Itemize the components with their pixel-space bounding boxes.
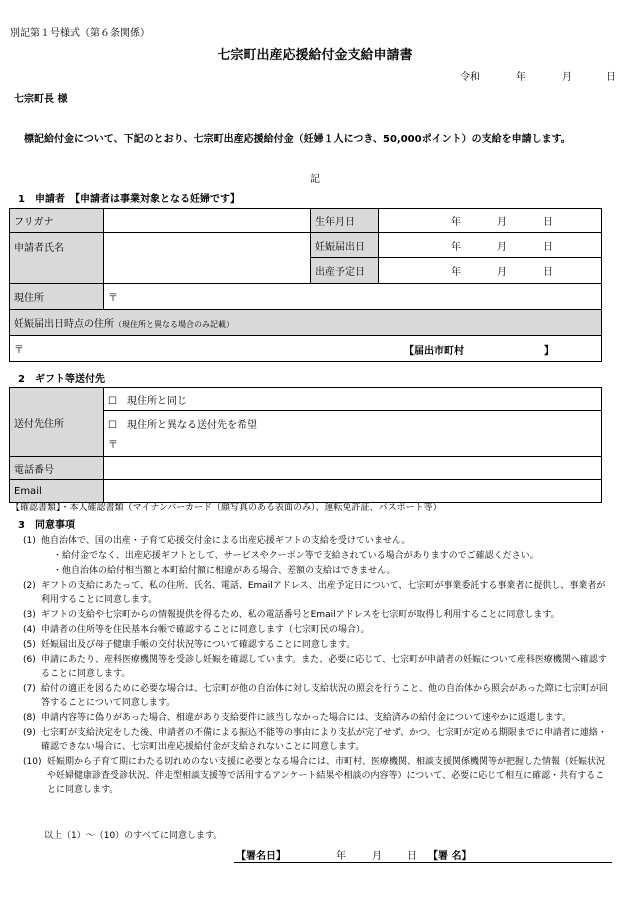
birth-date-label: 生年月日 — [311, 209, 379, 233]
sign-year-label: 年 — [336, 851, 346, 862]
signature-label: 【署 名】 — [428, 851, 472, 862]
consent-number: (7) — [23, 684, 36, 694]
consent-number: (6) — [23, 655, 36, 665]
email-label: Email — [10, 480, 104, 503]
consent-item — [23, 711, 613, 725]
day-label: 日 — [543, 217, 553, 228]
section2-heading: 2 ギフト等送付先 — [18, 374, 105, 385]
consent-number: (2) — [23, 581, 36, 591]
due-date-field[interactable] — [379, 258, 602, 284]
year-label: 年 — [451, 241, 461, 253]
month-label: 月 — [497, 241, 507, 253]
consent-item — [23, 608, 613, 622]
applicant-name-field[interactable] — [104, 233, 311, 284]
day-label: 日 — [543, 241, 553, 253]
consent-item — [23, 623, 613, 637]
consent-text: 給付の適正を図るために必要な場合は、七宗町が他の自治体に対し支給状況の照会を行うこと、他の自治体から照会があった際に七宗町が回答することについて同意します。 — [41, 684, 608, 708]
consent-text: 申請者の住所等を住民基本台帳で確認することに同意します（七宗町民の場合）。 — [41, 625, 370, 635]
addressee: 七宗町長 様 — [14, 94, 68, 105]
postal-mark: 〒 — [14, 345, 24, 356]
furigana-label: フリガナ — [10, 209, 104, 233]
date-month-label: 月 — [562, 72, 572, 83]
consent-subitem — [23, 549, 613, 563]
month-label: 月 — [497, 267, 507, 278]
consent-text: 申請内容等に偽りがあった場合、相違があり支給要件に該当しなかった場合には、支給済みの給付金について速やかに返還します。 — [41, 713, 572, 723]
agree-all-text: 以上（1）～（10）のすべてに同意します。 — [44, 831, 223, 841]
destination-label: 送付先住所 — [10, 388, 104, 457]
consent-item — [23, 534, 613, 548]
consent-number: (9) — [23, 728, 36, 738]
birth-date-field[interactable] — [379, 209, 602, 233]
consent-subitem — [23, 564, 613, 578]
postal-mark: 〒 — [108, 440, 118, 451]
section1-heading: 1 申請者 【申請者は事業対象となる妊婦です】 — [18, 194, 240, 205]
option-different-address[interactable] — [104, 411, 602, 457]
month-label: 月 — [497, 217, 507, 228]
sign-date-label: 【署名日】 — [236, 851, 286, 862]
sign-month-label: 月 — [372, 851, 382, 862]
intro-text: 標記給付金について、下記のとおり、七宗町出産応援給付金（妊婦１人につき、50,000ポイント）の支給を申請します。 — [24, 134, 571, 145]
phone-label: 電話番号 — [10, 457, 104, 480]
consent-text: ・他自治体の給付相当額と本町給付額に相違がある場合、差額の支給はできません。 — [53, 566, 396, 576]
form-number: 別記第１号様式（第６条関係） — [10, 28, 150, 39]
pregnancy-date-label: 妊娠届出日 — [311, 233, 379, 258]
applicant-name-label: 申請者氏名 — [10, 233, 104, 284]
consent-text: ・給付金でなく、出産応援ギフトとして、サービスやクーポン等で支給されている場合がありますのでご確認ください。 — [53, 551, 539, 561]
consent-text: 申請にあたり、産科医療機関等を受診し妊娠を確認しています。また、必要に応じて、七宗町が申請者の妊娠について産科医療機関へ確認することに同意します。 — [41, 655, 607, 679]
option-different-label: ☐ 現住所と異なる送付先を希望 — [108, 420, 257, 431]
consent-number: (5) — [23, 640, 36, 650]
consent-item — [23, 653, 613, 681]
consent-number: (3) — [23, 610, 36, 620]
pregnancy-address-label — [10, 310, 602, 336]
option-same-address[interactable]: ☐ 現住所と同じ — [104, 388, 602, 411]
address-label: 現住所 — [10, 284, 104, 310]
consent-text: ギフトの支給にあたって、私の住所、氏名、電話、Emailアドレス、出産予定日について、七宗町が事業委託する事業者に提供し、事業者が利用することに同意します。 — [41, 581, 606, 605]
year-label: 年 — [451, 217, 461, 228]
ki-label: 記 — [310, 174, 320, 185]
consent-text: 妊娠届出及び母子健康手帳の交付状況等について確認することに同意します。 — [41, 640, 356, 650]
address-field[interactable] — [104, 284, 602, 310]
consent-list — [23, 534, 613, 798]
consent-item — [23, 755, 613, 797]
date-day-label: 日 — [606, 72, 616, 83]
consent-text: 七宗町が支給決定をした後、申請者の不備による振込不能等の事由により支払が完了せず、かつ、七宗町が定める期限までに申請者に連絡・確認できない場合に、七宗町出産応援給付金が支給されないことに同意します。 — [41, 728, 607, 752]
pregnancy-address-note: （現住所と異なる場合のみ記載） — [114, 320, 234, 329]
destination-table — [9, 387, 602, 503]
due-date-label: 出産予定日 — [311, 258, 379, 284]
pregnancy-address-title: 妊娠届出日時点の住所 — [14, 319, 114, 330]
day-label: 日 — [543, 267, 553, 278]
sign-day-label: 日 — [407, 851, 417, 862]
pregnancy-date-field[interactable] — [379, 233, 602, 258]
furigana-field[interactable] — [104, 209, 311, 233]
year-label: 年 — [451, 267, 461, 278]
consent-text: 他自治体で、国の出産・子育て応援交付金による出産応援ギフトの支給を受けていません。 — [41, 536, 411, 546]
consent-text: ギフトの支給や七宗町からの情報提供を得るため、私の電話番号とEmailアドレスを七宗町が取得し利用することに同意します。 — [41, 610, 560, 620]
consent-item — [23, 726, 613, 754]
consent-text: 妊娠期から子育て期にわたる切れめのない支援に必要となる場合には、市町村、医療機関、相談支援関係機関等が把握した情報（妊娠状況や妊婦健康診査受診状況、伴走型相談支援等で活用するアンケート結果や相談の内容等）について、必要に応じて相互に確認・共有することに同意します。 — [47, 757, 606, 795]
section3-heading: 3 同意事項 — [18, 520, 75, 531]
page-title: 七宗町出産応援給付金支給申請書 — [217, 48, 413, 63]
applicant-table — [9, 208, 602, 362]
postal-mark: 〒 — [108, 293, 118, 304]
phone-field[interactable] — [104, 457, 602, 480]
consent-item — [23, 638, 613, 652]
pregnancy-address-field[interactable] — [10, 336, 602, 362]
signature-line[interactable] — [234, 848, 612, 863]
consent-number: (10) — [23, 757, 42, 767]
date-year-label: 年 — [516, 72, 526, 83]
consent-number: (1) — [23, 536, 36, 546]
consent-item — [23, 682, 613, 710]
consent-number: (4) — [23, 625, 36, 635]
date-era: 令和 — [460, 72, 480, 83]
consent-number: (8) — [23, 713, 36, 723]
required-documents: 【確認書類】・本人確認書類（マイナンバーカード（顔写真のある表面のみ）、運転免許証、パスポート等） — [11, 503, 442, 513]
municipality-label: 【届出市町村 】 — [404, 346, 554, 357]
consent-item — [23, 579, 613, 607]
